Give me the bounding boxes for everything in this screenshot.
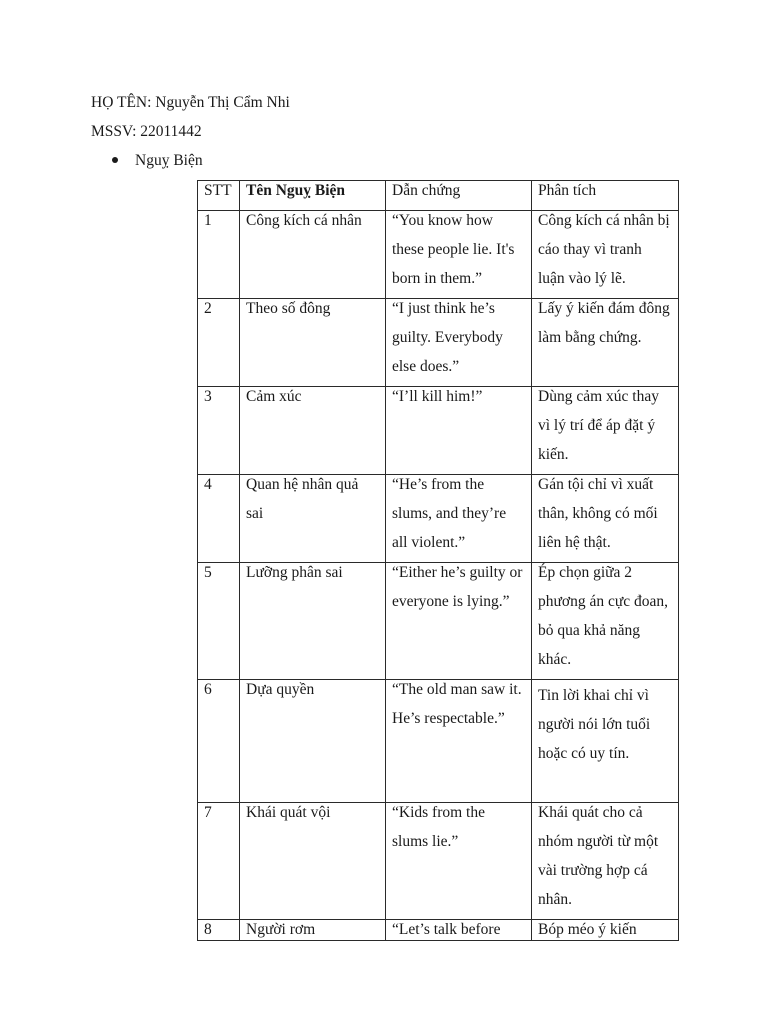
fallacy-table	[197, 180, 679, 941]
cell-stt: 1	[198, 211, 240, 299]
bullet-icon	[112, 157, 118, 163]
cell-fallacy-name: Khái quát vội	[240, 803, 386, 920]
table-row	[198, 563, 679, 680]
cell-analysis: Tin lời khai chỉ vì người nói lớn tuổi hoặc có uy tín.	[532, 680, 679, 803]
cell-fallacy-name: Theo số đông	[240, 299, 386, 387]
cell-fallacy-name: Lưỡng phân sai	[240, 563, 386, 680]
section-title: Nguỵ Biện	[135, 152, 203, 169]
cell-evidence: “You know how these people lie. It's born in them.”	[386, 211, 532, 299]
cell-analysis: Ép chọn giữa 2 phương án cực đoan, bỏ qua khả năng khác.	[532, 563, 679, 680]
cell-stt: 5	[198, 563, 240, 680]
cell-stt: 4	[198, 475, 240, 563]
cell-stt: 8	[198, 920, 240, 941]
cell-fallacy-name: Dựa quyền	[240, 680, 386, 803]
header-analysis: Phân tích	[532, 181, 679, 211]
cell-stt: 2	[198, 299, 240, 387]
cell-evidence: “Kids from the slums lie.”	[386, 803, 532, 920]
cell-analysis: Công kích cá nhân bị cáo thay vì tranh luận vào lý lẽ.	[532, 211, 679, 299]
table-row	[198, 680, 679, 803]
header-fallacy-name: Tên Nguỵ Biện	[240, 181, 386, 211]
cell-evidence: “He’s from the slums, and they’re all violent.”	[386, 475, 532, 563]
cell-analysis: Gán tội chỉ vì xuất thân, không có mối liên hệ thật.	[532, 475, 679, 563]
cell-fallacy-name: Cảm xúc	[240, 387, 386, 475]
cell-evidence: “The old man saw it. He’s respectable.”	[386, 680, 532, 803]
cell-analysis: Khái quát cho cả nhóm người từ một vài trường hợp cá nhân.	[532, 803, 679, 920]
cell-analysis: Bóp méo ý kiến	[532, 920, 679, 941]
table-row	[198, 387, 679, 475]
cell-fallacy-name: Quan hệ nhân quả sai	[240, 475, 386, 563]
table-row	[198, 299, 679, 387]
cell-analysis: Dùng cảm xúc thay vì lý trí để áp đặt ý kiến.	[532, 387, 679, 475]
student-id-line: MSSV: 22011442	[91, 123, 202, 140]
section-bullet	[112, 151, 203, 171]
cell-stt: 3	[198, 387, 240, 475]
cell-fallacy-name: Người rơm	[240, 920, 386, 941]
table-row	[198, 920, 679, 941]
table-row	[198, 211, 679, 299]
cell-evidence: “I just think he’s guilty. Everybody else does.”	[386, 299, 532, 387]
cell-stt: 6	[198, 680, 240, 803]
cell-evidence: “Let’s talk before	[386, 920, 532, 941]
header-evidence: Dẫn chứng	[386, 181, 532, 211]
header-stt: STT	[198, 181, 240, 211]
cell-evidence: “Either he’s guilty or everyone is lying.”	[386, 563, 532, 680]
cell-stt: 7	[198, 803, 240, 920]
table-row	[198, 475, 679, 563]
cell-evidence: “I’ll kill him!”	[386, 387, 532, 475]
table-row	[198, 803, 679, 920]
cell-analysis: Lấy ý kiến đám đông làm bằng chứng.	[532, 299, 679, 387]
cell-fallacy-name: Công kích cá nhân	[240, 211, 386, 299]
student-name-line: HỌ TÊN: Nguyễn Thị Cẩm Nhi	[91, 94, 290, 111]
